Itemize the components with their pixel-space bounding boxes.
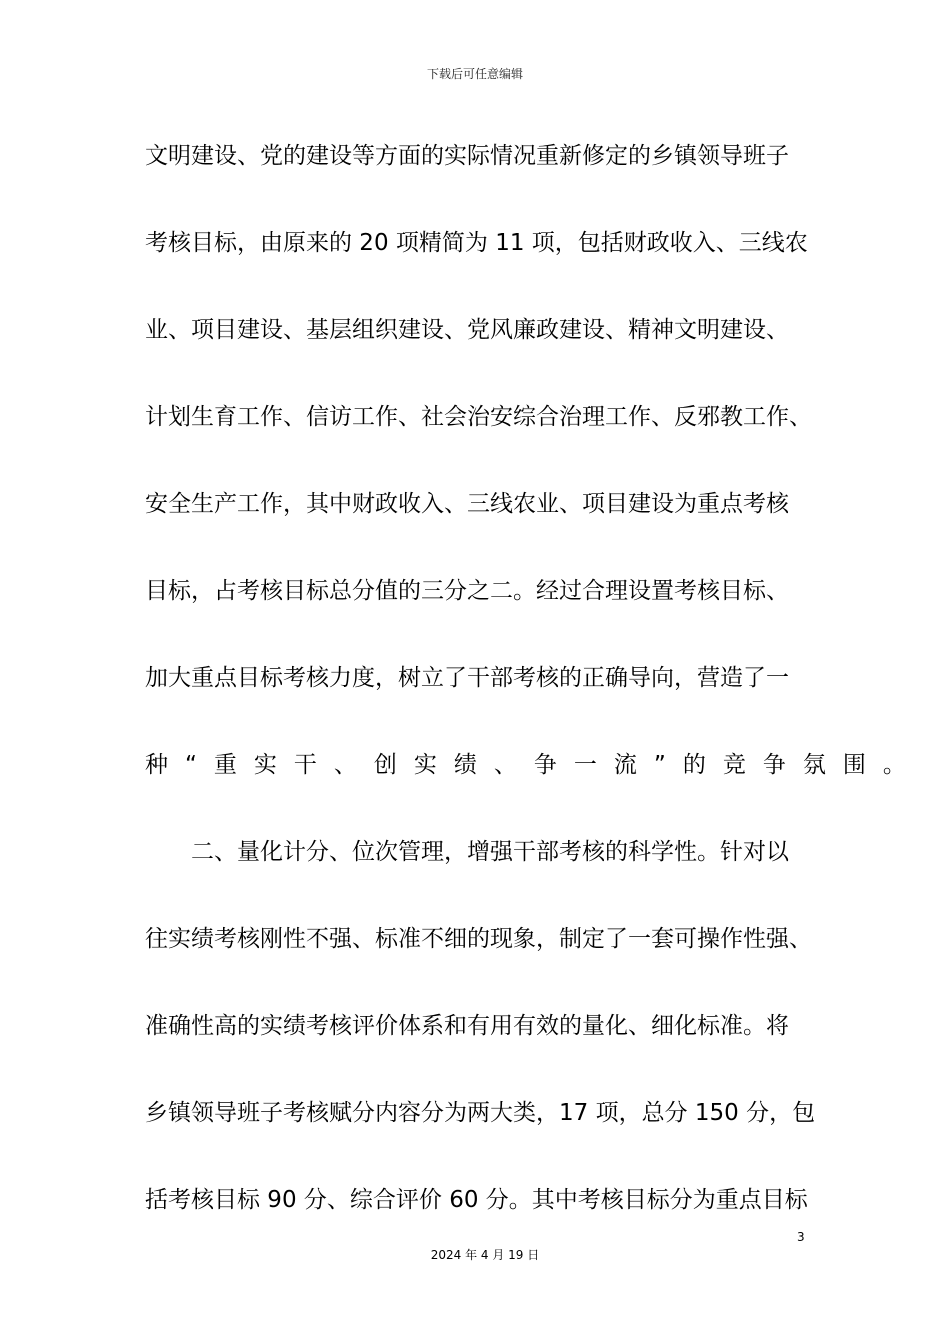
page-number: 3 bbox=[797, 1230, 805, 1244]
page-header: 下载后可任意编辑 bbox=[426, 67, 523, 81]
text-line: 准确性高的实绩考核评价体系和有用有效的量化、细化标准。将 bbox=[145, 1013, 789, 1039]
document-body bbox=[145, 128, 923, 1259]
page-footer-date: 2024 年 4 月 19 日 bbox=[430, 1248, 540, 1262]
text-line: 括考核目标 90 分、综合评价 60 分。其中考核目标分为重点目标 bbox=[145, 1187, 808, 1213]
text-line: 往实绩考核刚性不强、标准不细的现象，制定了一套可操作性强、 bbox=[145, 926, 812, 952]
text-line: 计划生育工作、信访工作、社会治安综合治理工作、反邪教工作、 bbox=[145, 404, 812, 430]
paragraph-start-line: 二、量化计分、位次管理，增强干部考核的科学性。针对以 bbox=[191, 839, 789, 865]
text-line: 加大重点目标考核力度，树立了干部考核的正确导向，营造了一 bbox=[145, 665, 789, 691]
text-line: 考核目标，由原来的 20 项精简为 11 项，包括财政收入、三线农 bbox=[145, 230, 808, 256]
text-line: 安全生产工作，其中财政收入、三线农业、项目建设为重点考核 bbox=[145, 491, 789, 517]
text-line: 目标，占考核目标总分值的三分之二。经过合理设置考核目标、 bbox=[145, 578, 789, 604]
text-line: 乡镇领导班子考核赋分内容分为两大类，17 项，总分 150 分，包 bbox=[145, 1100, 816, 1126]
text-line: 文明建设、党的建设等方面的实际情况重新修定的乡镇领导班子 bbox=[145, 143, 789, 169]
text-line: 种“重实干、创实绩、争一流”的竞争氛围。 bbox=[145, 752, 923, 778]
text-line: 业、项目建设、基层组织建设、党风廉政建设、精神文明建设、 bbox=[145, 317, 789, 343]
